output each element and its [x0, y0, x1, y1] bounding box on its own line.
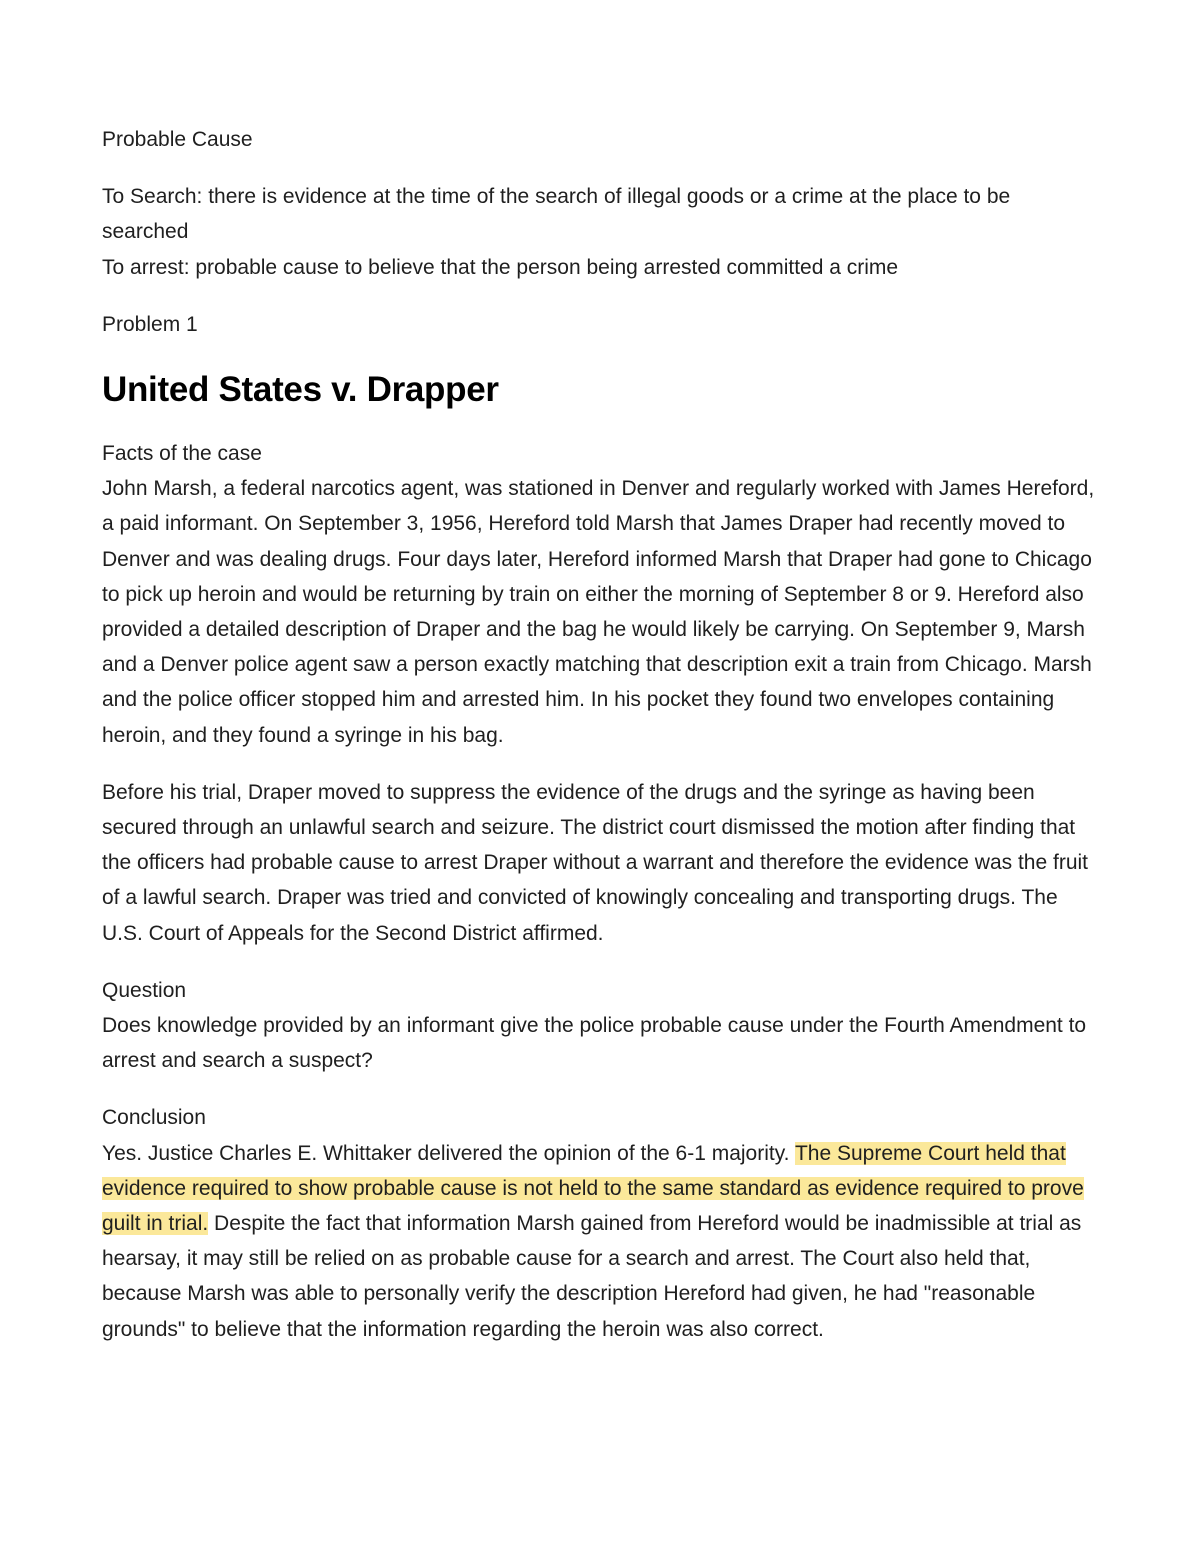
conclusion-label: Conclusion [102, 1106, 206, 1130]
section-heading: Probable Cause [102, 128, 253, 151]
highlighted-holding: The Supreme Court held that evidence required to show probable cause is not held to the same standard as evidence required to prove guilt in trial. [102, 1141, 1084, 1236]
question-label: Question [102, 978, 187, 1002]
facts-paragraph-2: Before his trial, Draper moved to suppress the evidence of the drugs and the syringe as having been secured through an unlawful search and seizure. The district court dismissed the motion after finding that the officers had probable cause to arrest Draper without a warrant and therefore the evidence was the fruit of a lawful search. Draper was tried and convicted of knowingly concealing and transporting drugs. The U.S. Court of Appeals for the Second District affirmed. [102, 780, 1089, 945]
case-title: United States v. Drapper [102, 370, 499, 410]
document-page [102, 122, 1102, 1347]
conclusion-rest: Despite the fact that information Marsh gained from Hereford would be inadmissible at trial as hearsay, it may still be relied on as probable cause for a search and arrest. The Court also held that, because Marsh was able to personally verify the description Hereford had given, he had "reasonable grounds" to believe that the information regarding the heroin was also correct. [102, 1212, 1082, 1341]
conclusion-intro: Yes. Justice Charles E. Whittaker delivered the opinion of the 6-1 majority. [102, 1141, 795, 1165]
arrest-definition: To arrest: probable cause to believe that the person being arrested committed a crime [102, 255, 899, 279]
facts-paragraph-1: John Marsh, a federal narcotics agent, was stationed in Denver and regularly worked with James Hereford, a paid informant. On September 3, 1956, Hereford told Marsh that James Draper had recently moved to Denver and was dealing drugs. Four days later, Hereford informed Marsh that Draper had gone to Chicago to pick up heroin and would be returning by train on either the morning of September 8 or 9. Hereford also provided a detailed description of Draper and the bag he would likely be carrying. On September 9, Marsh and a Denver police agent saw a person exactly matching that description exit a train from Chicago. Marsh and the police officer stopped him and arrested him. In his pocket they found two envelopes containing heroin, and they found a syringe in his bag. [102, 477, 1095, 747]
problem-label: Problem 1 [102, 312, 198, 336]
conclusion-text [102, 1136, 1102, 1347]
facts-label: Facts of the case [102, 442, 262, 466]
search-definition: To Search: there is evidence at the time of the search of illegal goods or a crime at the place to be searched [102, 185, 1011, 244]
question-text: Does knowledge provided by an informant give the police probable cause under the Fourth Amendment to arrest and search a suspect? [102, 1014, 1087, 1073]
